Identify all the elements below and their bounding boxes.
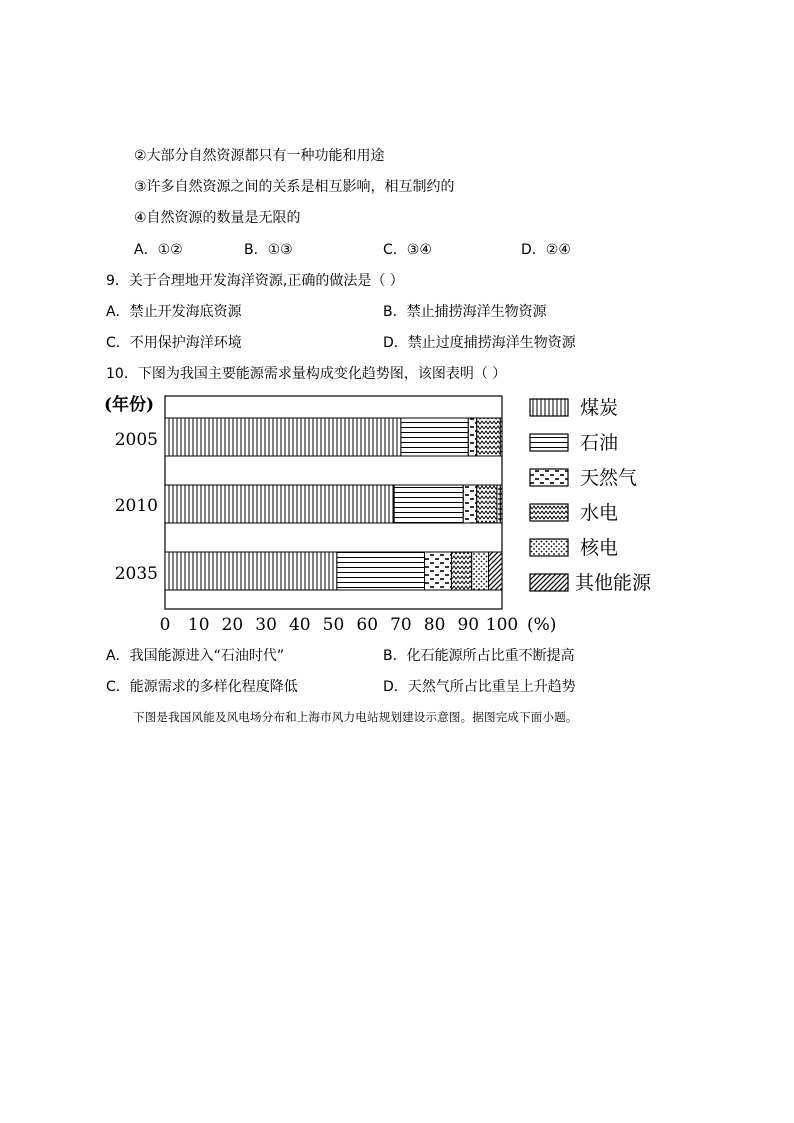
q9-option-a[interactable]: A．禁止开发海底资源 [106,304,242,320]
q9-option-b[interactable]: B．禁止捕捞海洋生物资源 [383,304,547,320]
x-tick-label: 40 [288,615,311,635]
bar-segment-2010-煤炭 [165,485,394,523]
q10-option-d[interactable]: D．天然气所占比重呈上升趋势 [383,679,576,695]
q9-option-c[interactable]: C．不用保护海洋环境 [106,335,242,351]
category-label-2010: 2010 [114,496,158,516]
bar-segment-2035-水电 [451,552,471,590]
q9-option-d[interactable]: D．禁止过度捕捞海洋生物资源 [383,335,576,351]
x-tick-label: 0 [159,615,171,635]
legend-swatch-核电 [530,539,568,556]
category-label-2005: 2005 [114,430,158,450]
x-tick-label: 20 [221,615,244,635]
chart-ylabel: (年份) [104,395,155,415]
q10-option-a[interactable]: A．我国能源进入“石油时代” [106,648,285,664]
q8-option-b[interactable]: B．①③ [244,242,293,258]
bar-segment-2035-煤炭 [165,552,337,590]
x-tick-label: 90 [457,615,480,635]
x-tick-label: 50 [322,615,345,635]
bar-segment-2005-水电 [477,418,501,456]
x-tick-label: 70 [390,615,412,635]
bar-segment-2035-天然气 [424,552,451,590]
legend-label-水电: 水电 [580,502,619,524]
q10-option-c[interactable]: C．能源需求的多样化程度降低 [106,679,298,695]
bar-segment-2010-其他能源 [500,485,502,523]
x-tick-label: 10 [187,615,210,635]
bar-segment-2035-石油 [337,552,425,590]
bar-segment-2005-天然气 [468,418,476,456]
legend-swatch-水电 [530,504,568,521]
chart-xlabel: (%) [527,615,557,635]
energy-demand-chart [100,385,680,640]
next-section-note: 下图是我国风能及风电场分布和上海市风力电站规划建设示意图。据图完成下面小题。 [133,710,578,724]
q8-item-4: ④自然资源的数量是无限的 [134,210,301,226]
bar-segment-2010-天然气 [463,485,476,523]
bar-segment-2005-煤炭 [165,418,401,456]
q8-option-a[interactable]: A．①② [134,242,183,258]
category-label-2035: 2035 [114,564,158,584]
q8-option-c[interactable]: C．③④ [383,242,432,258]
q8-item-2: ②大部分自然资源都只有一种功能和用途 [134,148,385,164]
legend-swatch-其他能源 [530,574,568,591]
q8-option-d[interactable]: D．②④ [521,242,571,258]
q10-stem: 10．下图为我国主要能源需求量构成变化趋势图，该图表明（ ） [106,366,507,382]
bar-segment-2035-核电 [472,552,489,590]
x-tick-label: 30 [255,615,277,635]
bar-segment-2035-其他能源 [489,552,502,590]
legend-label-石油: 石油 [580,432,619,454]
legend-swatch-天然气 [530,469,568,486]
q8-item-3: ③许多自然资源之间的关系是相互影响，相互制约的 [134,179,455,195]
legend-label-核电: 核电 [580,537,619,559]
x-tick-label: 60 [356,615,379,635]
bar-segment-2005-核电 [500,418,502,456]
q10-option-b[interactable]: B．化石能源所占比重不断提高 [383,648,575,664]
legend-swatch-煤炭 [530,399,568,416]
legend-label-天然气: 天然气 [580,467,638,489]
bar-segment-2010-核电 [497,485,500,523]
legend-label-其他能源: 其他能源 [575,572,652,594]
x-tick-label: 100 [485,615,519,635]
bar-segment-2010-水电 [477,485,497,523]
q9-stem: 9．关于合理地开发海洋资源,正确的做法是（ ） [106,273,404,289]
bar-segment-2010-石油 [394,485,463,523]
x-tick-label: 80 [423,615,446,635]
legend-swatch-石油 [530,434,568,451]
legend-label-煤炭: 煤炭 [580,397,619,419]
bar-segment-2005-石油 [401,418,468,456]
